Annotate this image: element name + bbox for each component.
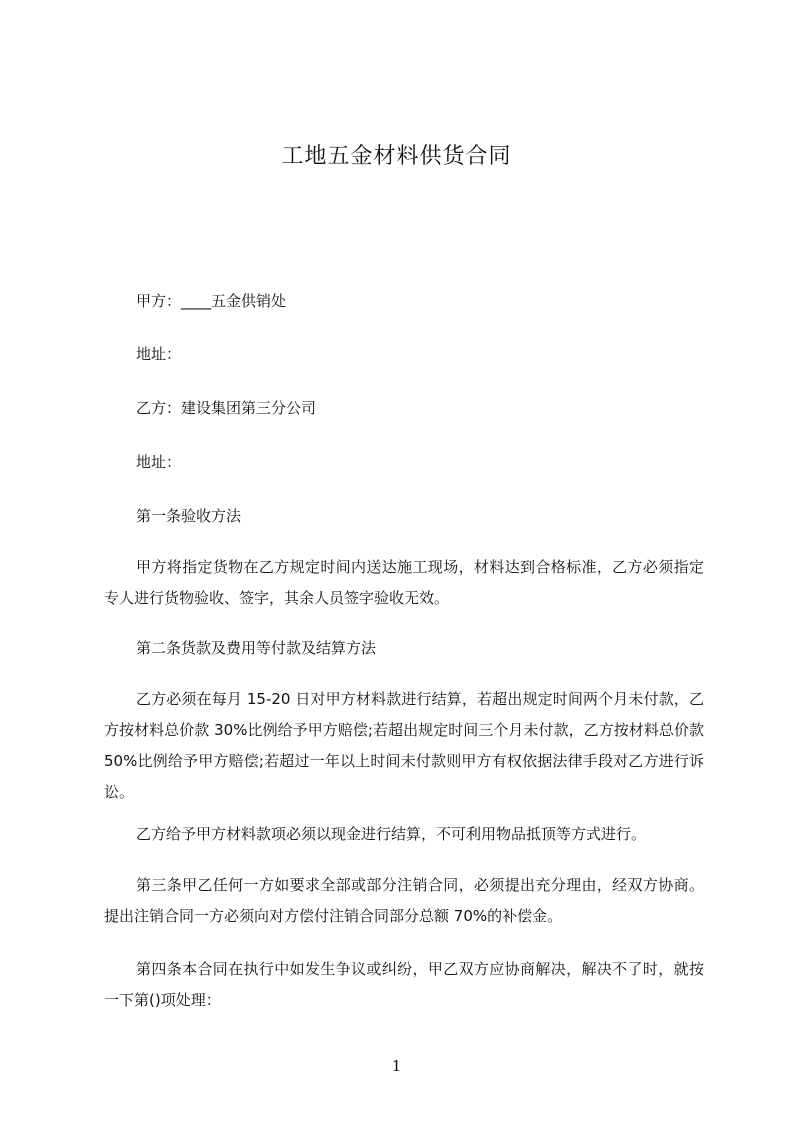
article-4-body: 第四条本合同在执行中如发生争议或纠纷，甲乙双方应协商解决，解决不了时，就按一下第()项处理： — [104, 960, 704, 1009]
article-3-body: 第三条甲乙任何一方如要求全部或部分注销合同，必须提出充分理由，经双方协商。提出注销合同一方必须向对方偿付注销合同部分总额 70%的补偿金。 — [104, 876, 704, 925]
article-2-cash-clause: 乙方给予甲方材料款项必须以现金进行结算，不可利用物品抵顶等方式进行。 — [136, 825, 647, 843]
page-number: 1 — [391, 1057, 402, 1075]
article-2-body: 乙方必须在每月 15-20 日对甲方材料款进行结算，若超出规定时间两个月未付款，乙方按材料总价款 30%比例给予甲方赔偿;若超出规定时间三个月未付款，乙方按材料总价款 50%比例给予甲方赔偿;若超过一年以上时间未付款则甲方有权依据法律手段对乙方进行诉讼。 — [104, 690, 704, 801]
party-b-line: 乙方：建设集团第三分公司 — [136, 399, 317, 417]
party-b-address-line: 地址： — [136, 453, 182, 471]
article-1-body: 甲方将指定货物在乙方规定时间内送达施工现场，材料达到合格标准，乙方必须指定专人进行货物验收、签字，其余人员签字验收无效。 — [104, 558, 704, 607]
article-1-heading: 第一条验收方法 — [136, 507, 242, 525]
party-a-line: 甲方：____五金供销处 — [136, 292, 287, 310]
party-a-address-line: 地址： — [136, 345, 182, 363]
article-2-heading: 第二条货款及费用等付款及结算方法 — [136, 639, 377, 657]
document-title: 工地五金材料供货合同 — [281, 144, 512, 169]
